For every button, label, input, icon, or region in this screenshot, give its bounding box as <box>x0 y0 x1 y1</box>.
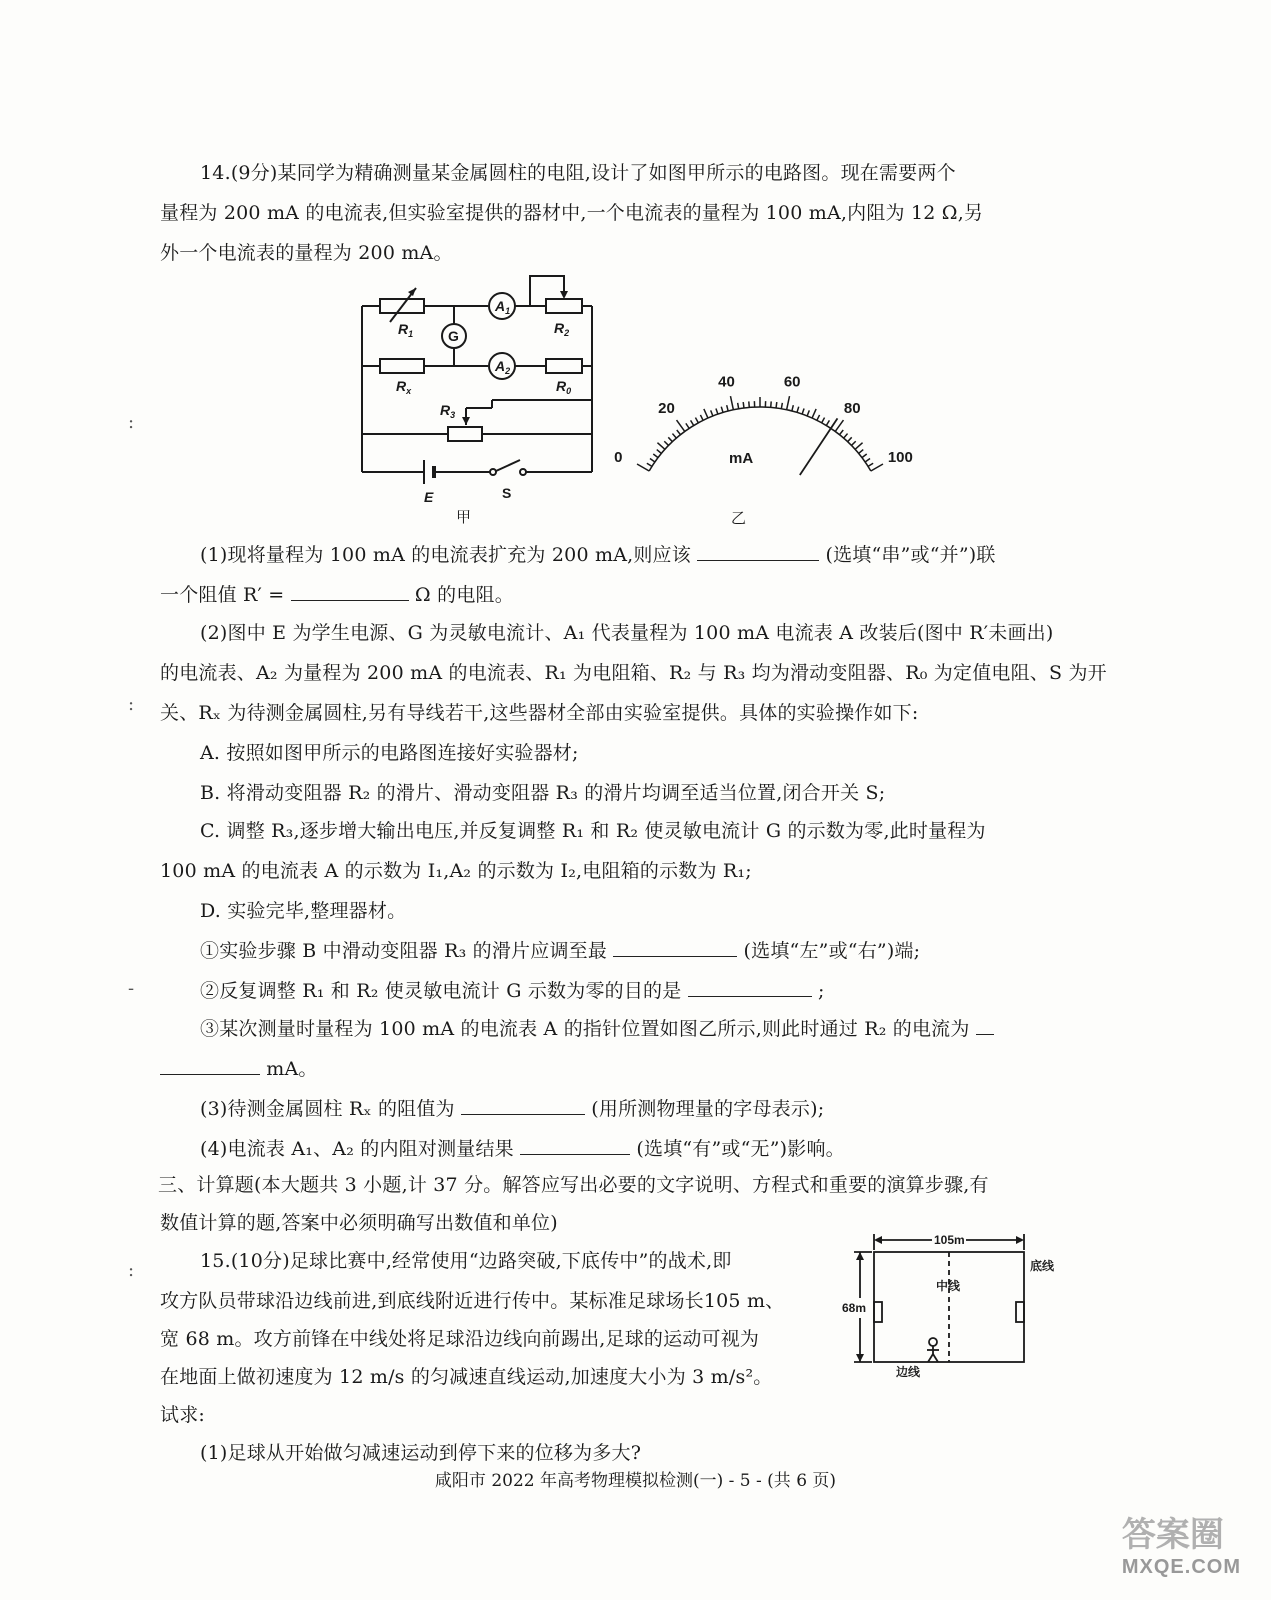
q14-step-b: B. 将滑动变阻器 R₂ 的滑片、滑动变阻器 R₃ 的滑片均调至适当位置,闭合开关 S; <box>200 782 886 804</box>
meter-tick <box>691 420 694 425</box>
margin-mark: - <box>128 978 135 999</box>
meter-tick <box>812 409 816 418</box>
q14-part4-blank[interactable] <box>520 1134 630 1155</box>
meter-tick <box>704 409 708 418</box>
meter-tick <box>657 443 664 450</box>
meter-tick <box>716 408 718 414</box>
q14-intro-line3: 外一个电流表的量程为 200 mA。 <box>160 242 453 264</box>
margin-mark: : <box>128 694 135 715</box>
meter-tick <box>677 420 685 431</box>
meter-tick <box>871 464 883 471</box>
meter-tick <box>792 405 793 411</box>
q15-line1: 15.(10分)足球比赛中,经常使用“边路突破,下底传中”的战术,即 <box>200 1250 732 1272</box>
q14-intro-line2: 量程为 200 mA 的电流表,但实验室提供的器材中,一个电流表的量程为 100 mA,内阻为 12 Ω,另 <box>160 202 984 224</box>
meter-tick-label: 60 <box>783 373 801 391</box>
q14-sub3 <box>200 1014 994 1042</box>
q14-sub2-text-a: ②反复调整 R₁ 和 R₂ 使灵敏电流计 G 示数为零的目的是 <box>200 980 682 1002</box>
r2-label: $R_2$ <box>554 320 570 338</box>
q14-part1-blank-resistance[interactable] <box>291 580 409 601</box>
meter-tick <box>797 407 799 413</box>
meter-tick <box>653 454 658 458</box>
q14-intro-line1: 14.(9分)某同学为精确测量某金属圆柱的电阻,设计了如图甲所示的电路图。现在需要两个 <box>200 162 956 184</box>
meter-caption: 乙 <box>731 510 747 527</box>
r0-label: $R_0$ <box>556 378 572 396</box>
q14-part1-text-a: (1)现将量程为 100 mA 的电流表扩充为 200 mA,则应该 <box>200 544 691 566</box>
q14-part1-line2 <box>160 580 514 608</box>
q15-line6: (1)足球从开始做匀减速运动到停下来的位移为多大? <box>200 1442 642 1464</box>
section3-heading-line1: 三、计算题(本大题共 3 小题,计 37 分。解答应写出必要的文字说明、方程式和重要的演算步骤,有 <box>158 1174 989 1196</box>
meter-tick <box>865 459 870 462</box>
q14-part3-text-b: (用所测物理量的字母表示); <box>591 1098 825 1120</box>
meter-tick <box>686 423 689 428</box>
meter-tick-label: 40 <box>718 373 735 391</box>
q14-sub1-text-b: (选填“左”或“右”)端; <box>743 940 921 962</box>
meter-tick-label: 100 <box>887 449 913 466</box>
field-sideline-label: 边线 <box>896 1365 921 1379</box>
watermark-bottom: MXQE.COM <box>1121 1556 1241 1578</box>
football-field-diagram <box>840 1230 1070 1379</box>
meter-tick <box>647 463 652 466</box>
meter-tick <box>787 396 790 410</box>
field-length-label: 105m <box>934 1233 965 1247</box>
meter-tick <box>835 420 843 431</box>
meter-tick <box>749 401 750 407</box>
meter-tick <box>859 450 864 454</box>
meter-tick <box>730 396 733 410</box>
meter-tick <box>721 407 723 413</box>
q14-sub3-line2 <box>160 1054 318 1082</box>
meter-tick <box>826 420 829 425</box>
q14-part1-blank-connection[interactable] <box>697 540 819 561</box>
r1-label: $R_1$ <box>398 321 414 339</box>
meter-tick <box>637 464 649 471</box>
q15-line3: 宽 68 m。攻方前锋在中线处将足球沿边线向前踢出,足球的运动可视为 <box>160 1328 760 1350</box>
q14-sub1-blank[interactable] <box>613 936 737 957</box>
meter-tick <box>868 463 873 466</box>
meter-tick <box>802 408 804 414</box>
meter-tick <box>711 410 713 416</box>
meter-tick <box>664 441 668 445</box>
meter-tick-label: 0 <box>614 449 623 466</box>
margin-mark: : <box>128 412 135 433</box>
a2-label: $A_2$ <box>495 358 511 376</box>
meter-tick <box>855 443 862 450</box>
q15-line2: 攻方队员带球沿边线前进,到底线附近进行传中。某标准足球场长105 m、 <box>160 1290 785 1312</box>
q14-sub2-blank[interactable] <box>688 976 812 997</box>
meter-tick <box>776 402 777 408</box>
q14-part2-line1: (2)图中 E 为学生电源、G 为灵敏电流计、A₁ 代表量程为 100 mA 电流表 A 改装后(图中 R′未画出) <box>200 622 1054 644</box>
q14-step-c1: C. 调整 R₃,逐步增大输出电压,并反复调整 R₁ 和 R₂ 使灵敏电流计 G 的示数为零,此时量程为 <box>200 820 986 842</box>
g-label: G <box>448 328 459 344</box>
q14-sub3-blank[interactable] <box>160 1054 260 1075</box>
q14-sub1 <box>200 936 920 964</box>
q14-part1-line1 <box>200 540 996 568</box>
q14-part1-text-b: (选填“串”或“并”)联 <box>825 544 996 566</box>
meter-tick <box>668 437 672 441</box>
meter-tick <box>672 434 676 439</box>
q14-part4-text-b: (选填“有”或“无”)影响。 <box>636 1138 845 1160</box>
q14-sub3-text-b: mA。 <box>266 1058 318 1080</box>
q14-step-d: D. 实验完毕,整理器材。 <box>200 900 407 922</box>
meter-tick <box>840 430 844 435</box>
meter-tick <box>677 430 681 435</box>
meter-needle <box>800 418 838 475</box>
meter-tick <box>851 441 855 445</box>
circuit-diagram <box>350 270 610 530</box>
q15-line5: 试求: <box>160 1404 206 1426</box>
meter-tick-label: 80 <box>843 400 861 418</box>
watermark-logo <box>1122 1515 1241 1579</box>
s-label: S <box>502 485 512 501</box>
q15-line4: 在地面上做初速度为 12 m/s 的匀减速直线运动,加速度大小为 3 m/s²。 <box>160 1366 773 1388</box>
q14-part4 <box>200 1134 845 1162</box>
q14-part2-line3: 关、Rₓ 为待测金属圆柱,另有导线若干,这些器材全部由实验室提供。具体的实验操作如下: <box>160 702 919 724</box>
meter-tick-label: 20 <box>658 400 675 418</box>
ammeter-dial <box>614 345 913 530</box>
meter-tick <box>822 418 825 423</box>
q14-sub3-blank-tail <box>976 1014 994 1035</box>
meter-tick <box>738 403 739 409</box>
meter-tick <box>700 415 703 420</box>
e-label: E <box>424 489 434 505</box>
r3-label: $R_3$ <box>440 402 456 420</box>
q14-part1-text-c: 一个阻值 R′ = <box>160 584 285 606</box>
q14-step-a: A. 按照如图甲所示的电路图连接好实验器材; <box>200 742 579 764</box>
q14-part2-line2: 的电流表、A₂ 为量程为 200 mA 的电流表、R₁ 为电阻箱、R₂ 与 R₃ 均为滑动变阻器、R₀ 为定值电阻、S 为开 <box>160 662 1107 684</box>
field-midline-label: 中线 <box>936 1279 961 1293</box>
q14-sub1-text-a: ①实验步骤 B 中滑动变阻器 R₃ 的滑片应调至最 <box>200 940 608 962</box>
meter-tick <box>781 403 782 409</box>
q14-sub3-text-a: ③某次测量时量程为 100 mA 的电流表 A 的指针位置如图乙所示,则此时通过 R₂ 的电流为 <box>200 1018 970 1040</box>
meter-tick <box>650 459 655 462</box>
q14-part3-blank[interactable] <box>461 1094 585 1115</box>
page-footer: 咸阳市 2022 年高考物理模拟检测(一) - 5 - (共 6 页) <box>434 1471 837 1491</box>
q14-part3-text-a: (3)待测金属圆柱 Rₓ 的阻值为 <box>200 1098 455 1120</box>
q14-sub2-text-b: ; <box>817 980 825 1002</box>
meter-arc <box>649 407 871 471</box>
rx-label: $R_x$ <box>396 378 412 396</box>
meter-tick <box>727 405 728 411</box>
a1-label: $A_1$ <box>495 298 511 316</box>
q14-step-c2: 100 mA 的电流表 A 的示数为 I₁,A₂ 的示数为 I₂,电阻箱的示数为 R₁; <box>160 860 752 882</box>
meter-tick <box>695 418 698 423</box>
section3-heading-line2: 数值计算的题,答案中必须明确写出数值和单位) <box>160 1212 558 1234</box>
meter-tick <box>807 410 809 416</box>
meter-tick <box>743 402 744 408</box>
meter-tick <box>817 415 820 420</box>
meter-unit: mA <box>729 450 754 467</box>
meter-tick <box>771 401 772 407</box>
q14-part1-text-d: Ω 的电阻。 <box>414 584 514 606</box>
meter-tick <box>848 437 852 441</box>
margin-mark: : <box>128 1260 135 1281</box>
q14-part4-text-a: (4)电流表 A₁、A₂ 的内阻对测量结果 <box>200 1138 514 1160</box>
meter-tick <box>844 434 848 439</box>
field-width-label: 68m <box>842 1301 867 1315</box>
meter-tick <box>862 454 867 458</box>
meter-tick <box>657 450 662 454</box>
q14-sub2 <box>200 976 825 1004</box>
watermark-top: 答案圈 <box>1121 1516 1224 1554</box>
q14-part3 <box>200 1094 824 1122</box>
field-goalline-label: 底线 <box>1030 1259 1055 1273</box>
circuit-caption: 甲 <box>456 509 472 526</box>
